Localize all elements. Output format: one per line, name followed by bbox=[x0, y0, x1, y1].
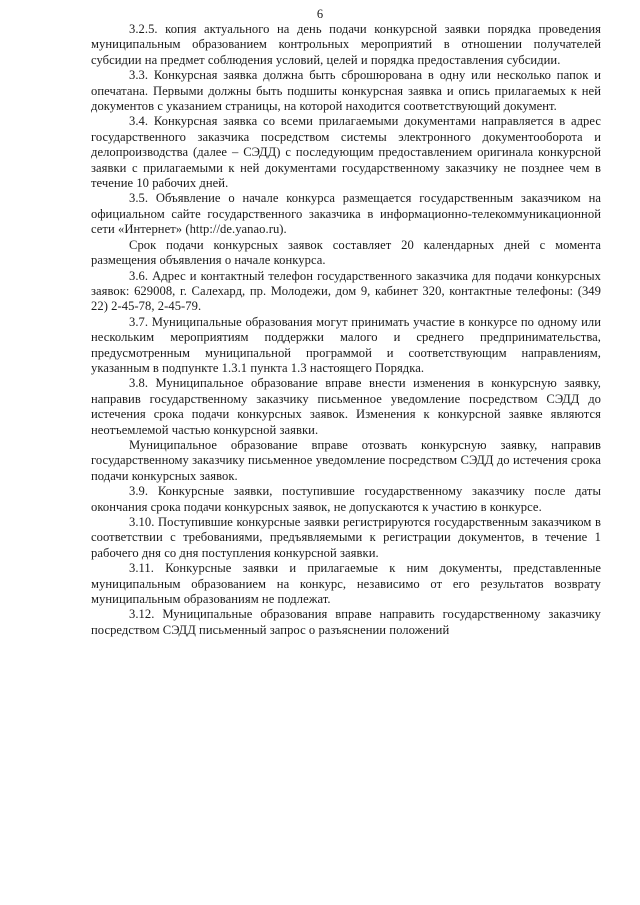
paragraph-3-8: 3.8. Муниципальное образование вправе внести изменения в конкурсную заявку, направив государственному заказчику письменное уведомление посредством СЭДД до истечения срока подачи конкурсных заявок. Изменения к конкурсной заявке являются неотъемлемой частью конкурсной заявки. bbox=[91, 376, 601, 437]
paragraph-3-9: 3.9. Конкурсные заявки, поступившие государственному заказчику после даты окончания срока подачи конкурсных заявок, не допускаются к участию в конкурсе. bbox=[91, 484, 601, 514]
paragraph-withdraw: Муниципальное образование вправе отозвать конкурсную заявку, направив государственному заказчику письменное уведомление посредством СЭДД до истечения срока подачи конкурсных заявок. bbox=[91, 437, 601, 483]
paragraph-3-10: 3.10. Поступившие конкурсные заявки регистрируются государственным заказчиком в соответствии с требованиями, предъявляемыми к регистрации документов, в течение 1 рабочего дня со дня поступления конкурсной заявки. bbox=[91, 515, 601, 560]
document-body bbox=[91, 22, 601, 638]
paragraph-3-12: 3.12. Муниципальные образования вправе направить государственному заказчику посредством СЭДД письменный запрос о разъяснении положений bbox=[91, 607, 601, 637]
paragraph-3-4: 3.4. Конкурсная заявка со всеми прилагаемыми документами направляется в адрес государственного заказчика посредством системы электронного документооборота и делопроизводства (далее – СЭДД) с последующим предоставлением оригинала конкурсной заявки с прилагаемыми к ней документами государственному заказчику не позднее чем в течение 10 рабочих дней. bbox=[91, 114, 601, 191]
paragraph-3-3: 3.3. Конкурсная заявка должна быть сброшюрована в одну или несколько папок и опечатана. Первыми должны быть подшиты конкурсная заявка и опись прилагаемых к ней документов с указанием страницы, на которой находится соответствующий документ. bbox=[91, 68, 601, 114]
paragraph-3-7: 3.7. Муниципальные образования могут принимать участие в конкурсе по одному или нескольким мероприятиям поддержки малого и среднего предпринимательства, предусмотренным муниципальной программой и соответствующим направлениям, указанным в подпункте 1.3.1 пункта 1.3 настоящего Порядка. bbox=[91, 314, 601, 375]
paragraph-3-11: 3.11. Конкурсные заявки и прилагаемые к ним документы, представленные муниципальным образованием на конкурс, независимо от его результатов возврату муниципальным образованиям не подлежат. bbox=[91, 561, 601, 607]
paragraph-3-2-5: 3.2.5. копия актуального на день подачи конкурсной заявки порядка проведения муниципальным образованием контрольных мероприятий в отношении получателей субсидии на предмет соблюдения условий, целей и порядка предоставления субсидии. bbox=[91, 22, 601, 67]
paragraph-deadline: Срок подачи конкурсных заявок составляет 20 календарных дней с момента размещения объявления о начале конкурса. bbox=[91, 237, 601, 268]
page-number: 6 bbox=[316, 7, 324, 21]
paragraph-3-6: 3.6. Адрес и контактный телефон государственного заказчика для подачи конкурсных заявок: 629008, г. Салехард, пр. Молодежи, дом 9, кабинет 320, контактные телефоны: (349 22) 2-45-78, 2-45-79. bbox=[91, 268, 601, 314]
paragraph-3-5: 3.5. Объявление о начале конкурса размещается государственным заказчиком на официальном сайте государственного заказчика в информационно-телекоммуникационной сети «Интернет» (http://de.yanao.ru). bbox=[91, 191, 601, 237]
